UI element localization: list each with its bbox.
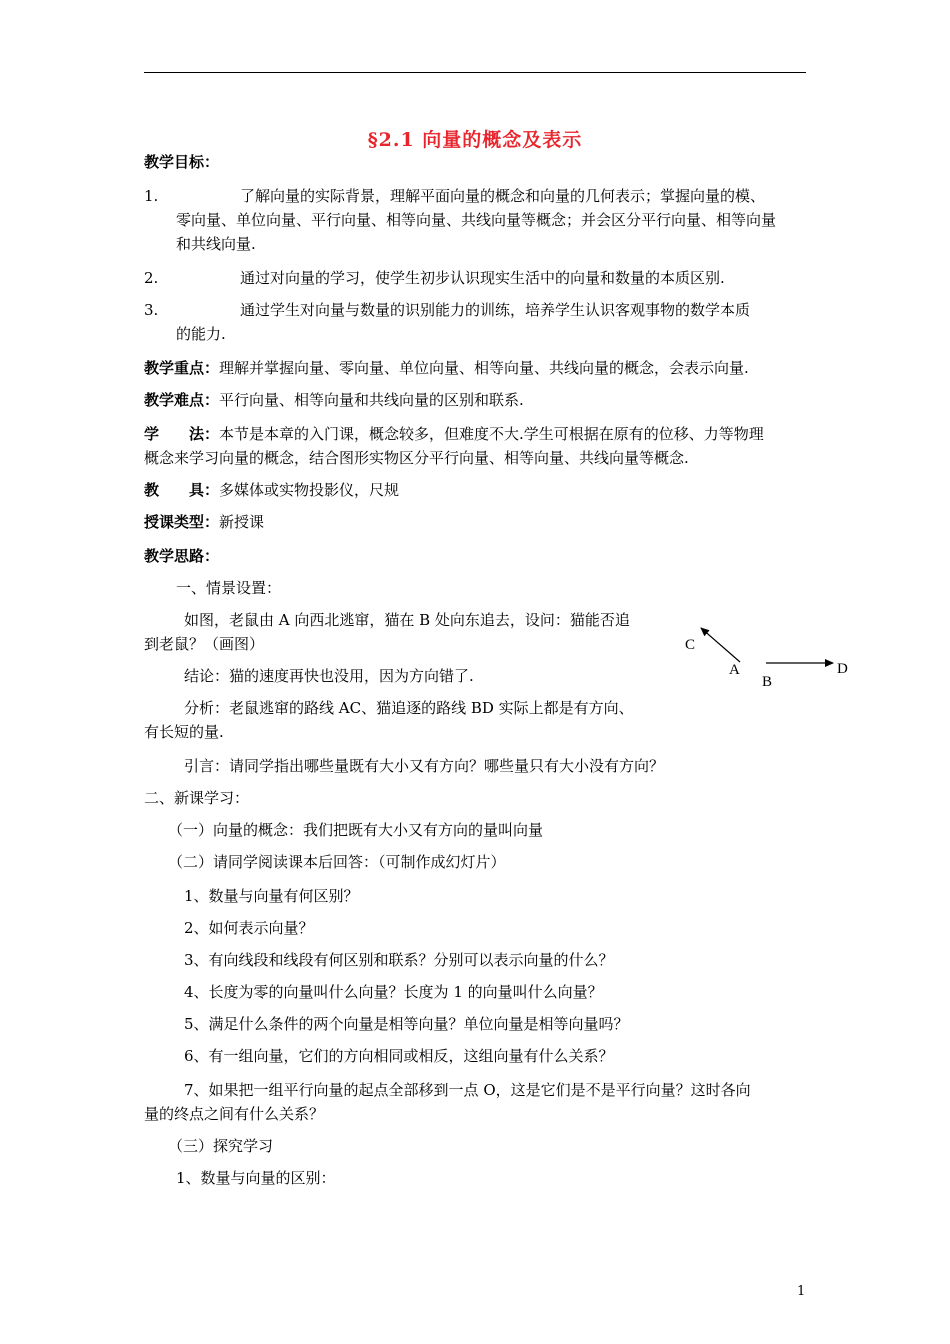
approach-heading: 教学思路： [144,547,220,565]
scene-analysis-line1: 分析：老鼠逃窜的路线 AC、猫追逐的路线 BD 实际上都是有方向、 [184,699,634,717]
question-7-line2: 量的终点之间有什么关系？ [144,1105,325,1123]
cat-mouse-figure [676,618,856,693]
scene-analysis-line2: 有长短的量. [144,723,224,741]
question-2: 2、如何表示向量？ [184,919,314,937]
scene-paragraph-line2: 到老鼠？（画图） [144,635,265,653]
question-4: 4、长度为零的向量叫什么向量？长度为 1 的向量叫什么向量？ [184,983,603,1001]
objective-2 [144,268,725,288]
header-rule [144,72,806,73]
objective-3-line2: 的能力. [176,325,226,343]
reading-heading: （二）请同学阅读课本后回答：（可制作成幻灯片） [168,853,506,871]
objective-1-line3: 和共线向量. [176,235,256,253]
question-6: 6、有一组向量，它们的方向相同或相反，这组向量有什么关系？ [184,1047,614,1065]
difficulty [144,390,524,410]
method [144,424,764,444]
method-line2: 概念来学习向量的概念，结合图形实物区分平行向量、相等向量、共线向量等概念. [144,449,689,467]
objective-1 [144,186,765,206]
lesson-type-label: 授课类型： [144,513,220,531]
method-label: 学 法： [144,425,220,443]
objective-3-line1: 通过学生对向量与数量的识别能力的训练，培养学生认识客观事物的数学本质 [240,301,751,319]
key-points [144,358,749,378]
label-d: D [837,661,848,677]
page-title: §2.1 向量的概念及表示 [367,129,583,151]
objective-1-line1: 了解向量的实际背景，理解平面向量的概念和向量的几何表示；掌握向量的模、 [240,187,766,205]
vector-concept: （一）向量的概念：我们把既有大小又有方向的量叫向量 [168,821,544,839]
scene-intro: 引言：请同学指出哪些量既有大小又有方向？哪些量只有大小没有方向？ [184,757,665,775]
difficulty-text: 平行向量、相等向量和共线向量的区别和联系. [219,391,524,409]
explore-item-1: 1、数量与向量的区别： [176,1169,336,1187]
label-c: C [685,637,696,653]
question-5: 5、满足什么条件的两个向量是相等向量？单位向量是相等向量吗？ [184,1015,629,1033]
new-lesson-heading: 二、新课学习： [144,789,250,807]
objective-1-line2: 零向量、单位向量、平行向量、相等向量、共线向量等概念；并会区分平行向量、相等向量 [176,211,777,229]
tools-label: 教 具： [144,481,220,499]
objective-3 [144,300,750,320]
explore-heading: （三）探究学习 [168,1137,274,1155]
objective-2-num: 2. [144,269,159,287]
lesson-type [144,512,264,532]
label-a: A [729,662,740,678]
scene-conclusion: 结论：猫的速度再快也没用，因为方向错了. [184,667,474,685]
objectives-heading: 教学目标： [144,153,220,171]
question-7-line1: 7、如果把一组平行向量的起点全部移到一点 O，这是它们是不是平行向量？这时各向 [184,1081,751,1099]
key-points-label: 教学重点： [144,359,220,377]
objective-2-line1: 通过对向量的学习，使学生初步认识现实生活中的向量和数量的本质区别. [240,269,725,287]
question-1: 1、数量与向量有何区别？ [184,887,359,905]
page-number: 1 [797,1284,806,1299]
key-points-text: 理解并掌握向量、零向量、单位向量、相等向量、共线向量的概念，会表示向量. [219,359,749,377]
method-line1: 本节是本章的入门课，概念较多，但难度不大.学生可根据在原有的位移、力等物理 [219,425,764,443]
label-b: B [762,674,773,690]
question-3: 3、有向线段和线段有何区别和联系？分别可以表示向量的什么？ [184,951,614,969]
objective-1-num: 1. [144,187,159,205]
scene-paragraph-line1: 如图，老鼠由 A 向西北逃窜，猫在 B 处向东追去，设问：猫能否追 [184,611,630,629]
objective-3-num: 3. [144,301,159,319]
tools [144,480,399,500]
vector-ac-arrow [701,628,740,662]
tools-text: 多媒体或实物投影仪，尺规 [219,481,400,499]
scene-heading: 一、情景设置： [176,579,282,597]
lesson-type-text: 新授课 [219,513,265,531]
difficulty-label: 教学难点： [144,391,220,409]
